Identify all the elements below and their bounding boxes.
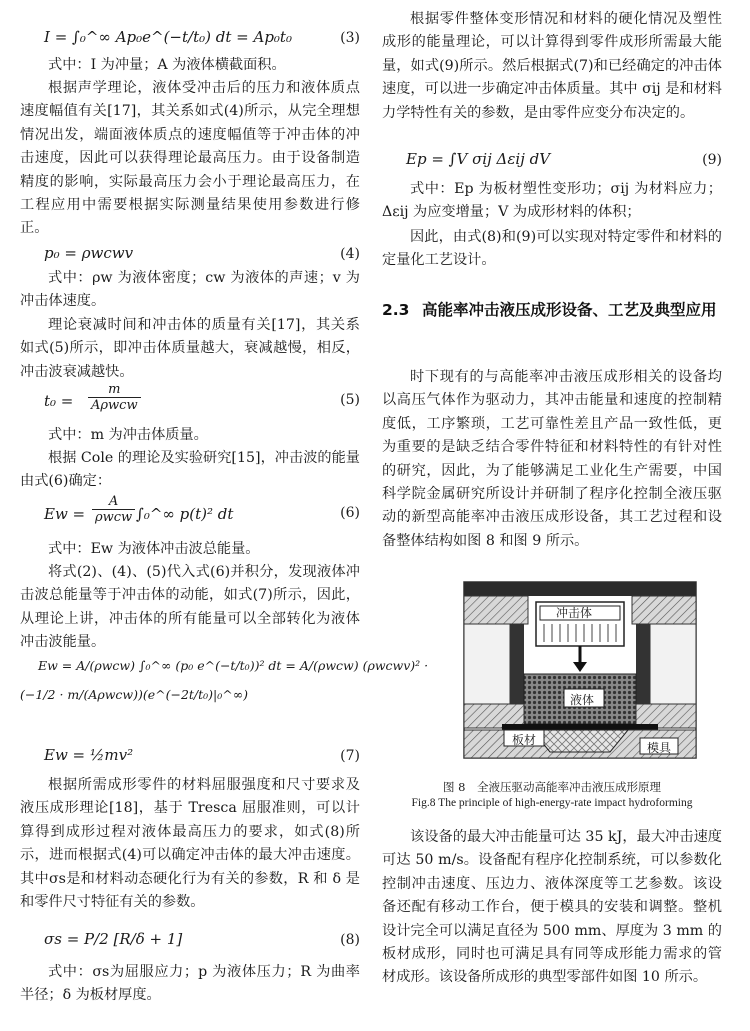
equation-7-result (20, 742, 360, 772)
equation-3 (20, 24, 360, 54)
equation-6-lhs: Ew = (44, 505, 86, 523)
equation-7 (20, 658, 429, 702)
equation-3-number: (3) (340, 30, 360, 46)
equation-6-number: (6) (340, 505, 360, 521)
equation-5-denominator: Aρwcw (91, 398, 138, 413)
equation-9 (382, 146, 722, 176)
paragraph-tresca-criterion: 根据所需成形零件的材料屈服强度和尺寸要求及液压成形理论[18]，基于 Tresca 屈服准则，可以计算得到成形过程对液体最高压力的要求，如式(8)所示，进而根据式(4)可以确定冲击体的最大冲击速度。其中σs是和材料动态硬化行为有关的参数，R 和 δ 是和零件尺寸特征有关的参数。 (20, 777, 360, 911)
equation-6-numerator: A (92, 494, 135, 510)
paragraph-equipment-specs: 该设备的最大冲击能量可达 35 kJ，最大冲击速度可达 50 m/s。设备配有程序化控制系统，可以参数化控制冲击速度、压边力、液体深度等工艺参数。该设备还配有移动工作台，便于模具的安装和调整。整机设计完全可以满足直径为 500 mm、厚度为 3 mm 的板材成形，同时也可满足具有同等成形能力需求的管材成形。该设备所成形的典型零部件如图 10 所示。 (382, 829, 722, 986)
paragraph-acoustic-theory: 根据声学理论，液体受冲击后的压力和液体质点速度幅值有关[17]，其关系如式(4)所示，从完全理想情况出发，端面液体质点的速度幅值等于冲击体的冲击速度，因此可以获得理论最高压力。由于设备制造精度的影响，实际最高压力会小于理论最高压力，在工程应用中需要根据实际测量结果使用参数进行修正。 (20, 80, 360, 237)
label-liquid: 液体 (570, 693, 595, 707)
paragraph-mass-definition: 式中：m 为冲击体质量。 (48, 427, 208, 443)
equation-4-number: (4) (340, 246, 360, 262)
paragraph-energy-theory: 根据零件整体变形情况和材料的硬化情况及塑性成形的能量理论，可以计算得到零件成形所需最大能量，如式(9)所示。然后根据式(7)和已经确定的冲击体速度，可以进一步确定冲击体质量。其中 σij 是和材料力学特性有关的参数，是由零件应变分布决定的。 (382, 11, 722, 121)
equation-3-body: I = ∫₀^∞ Ap₀e^(−t/t₀) dt = Ap₀t₀ (44, 28, 292, 46)
equation-5-fraction (88, 382, 141, 413)
equation-8-number: (8) (340, 932, 360, 948)
figure-8-caption-en: Fig.8 The principle of high-energy-rate impact hydroforming (411, 797, 693, 809)
paragraph-substitution: 将式(2)、(4)、(5)代入式(6)并积分，发现液体冲击波总能量等于冲击体的动能，如式(7)所示，因此，从理论上讲，冲击体的所有能量可以全部转化为液体冲击波能量。 (20, 564, 360, 651)
equation-9-number: (9) (702, 152, 722, 168)
paragraph-shock-energy-definition: 式中：Ew 为液体冲击波总能量。 (48, 541, 260, 557)
right-column (382, 0, 722, 1031)
paragraph-impulse-definition: 式中：I 为冲量；A 为液体横截面积。 (48, 57, 286, 73)
equation-5 (20, 380, 360, 420)
equation-9-body: Ep = ∫V σij Δεij dV (406, 150, 551, 168)
equation-6-integral: ∫₀^∞ p(t)² dt (136, 505, 234, 523)
equation-6-fraction (92, 494, 135, 525)
paragraph-decay-time: 理论衰减时间和冲击体的质量有关[17]，其关系如式(5)所示，即冲击体质量越大，衰减越慢，相反，冲击波衰减越快。 (20, 317, 360, 380)
equation-7-line-1: Ew = A/(ρwcw) ∫₀^∞ (p₀ e^(−t/t₀))² dt = A/(ρwcw) (ρwcwv)² · (38, 658, 429, 673)
paragraph-equipment-intro: 时下现有的与高能率冲击液压成形相关的设备均以高压气体作为驱动力，其冲击能量和速度的控制精度低，工序繁琐，工艺可靠性差且产品一致性低，更为重要的是缺乏结合零件特征和材料特性的有针对性的研究，因此，为了能够满足工业化生产需要，中国科学院金属研究所设计并研制了程序化控制全液压驱动的新型高能率冲击液压成形设备，其工艺过程和设备整体结构如图 8 和图 9 所示。 (382, 369, 722, 549)
label-sheet: 板材 (512, 733, 537, 747)
figure-8-caption-zh: 图 8 全液压驱动高能率冲击液压成形原理 (443, 780, 661, 794)
paragraph-quantitative-design: 因此，由式(8)和(9)可以实现对特定零件和材料的定量化工艺设计。 (382, 229, 722, 269)
equation-5-lhs: t₀ = (44, 392, 74, 410)
equation-6 (20, 492, 360, 534)
label-die: 模具 (647, 741, 672, 755)
section-title: 高能率冲击液压成形设备、工艺及典型应用 (422, 301, 717, 319)
paragraph-cole-theory: 根据 Cole 的理论及实验研究[15]，冲击波的能量由式(6)确定： (20, 450, 360, 490)
equation-7-result-body: Ew = ½mv² (44, 746, 134, 764)
paragraph-eq9-symbols: 式中：Ep 为板材塑性变形功；σij 为材料应力；Δεij 为应变增量；V 为成形材料的体积； (382, 181, 722, 221)
equation-6-denominator: ρwcw (95, 510, 133, 525)
equation-5-number: (5) (340, 392, 360, 408)
equation-5-numerator: m (88, 382, 141, 398)
equation-7-line-2: (−1/2 · m/(Aρwcw))(e^(−2t/t₀)|₀^∞) (20, 687, 249, 702)
equation-4 (20, 240, 360, 270)
section-heading-2-3 (382, 298, 722, 322)
paragraph-eq8-symbols: 式中：σs为屈服应力；p 为液体压力；R 为曲率半径；δ 为板材厚度。 (20, 964, 360, 1004)
section-number: 2.3 (382, 301, 410, 319)
equation-8 (20, 922, 360, 958)
paragraph-eq4-symbols: 式中：ρw 为液体密度；cw 为液体的声速；v 为冲击体速度。 (20, 270, 360, 310)
equation-4-body: p₀ = ρwcwv (44, 244, 134, 262)
equation-7-number: (7) (340, 748, 360, 764)
figure-8-labels (462, 580, 698, 760)
equation-8-body: σs = P/2 [R/δ + 1] (44, 930, 183, 948)
label-striker: 冲击体 (556, 606, 593, 620)
